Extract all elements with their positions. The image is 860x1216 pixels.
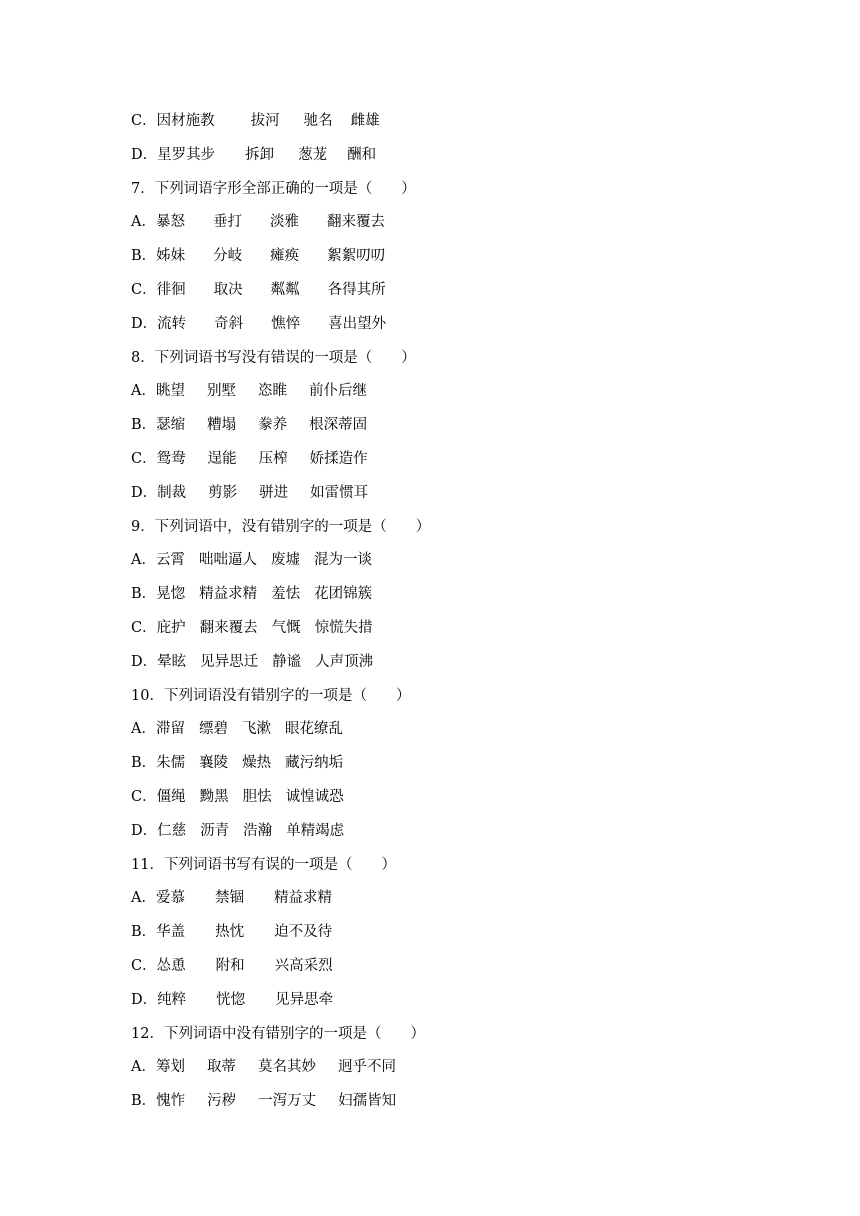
option-word: 糟塌 [207, 417, 237, 434]
question-stem [131, 516, 811, 550]
option-letter: B． [131, 1093, 157, 1110]
option-letter: C． [131, 113, 157, 129]
option-word: 污秽 [207, 1093, 237, 1110]
option-word: 分岐 [213, 248, 243, 265]
option-word: 迫不及待 [274, 924, 333, 941]
question-text: 10．下列词语没有错别字的一项是（ ） [131, 687, 411, 704]
option-word: 取蒂 [206, 1059, 236, 1076]
option-word: 粼粼 [270, 281, 300, 298]
option-word: 眼花缭乱 [284, 721, 343, 738]
answer-option [131, 989, 811, 1023]
option-word: 热忱 [215, 924, 245, 941]
option-word: 胆怯 [242, 788, 272, 805]
option-word: 羞怯 [271, 586, 301, 603]
option-letter: C． [131, 788, 157, 805]
option-word: 混为一谈 [313, 552, 372, 569]
option-letter: B． [131, 417, 157, 434]
option-word: 晃惚 [156, 586, 186, 603]
option-word: 精益求精 [199, 586, 258, 603]
option-word: 怂恿 [156, 957, 186, 974]
option-letter: A． [131, 214, 156, 231]
question-text: 11．下列词语书写有误的一项是（ ） [131, 856, 396, 873]
option-word: 迥乎不同 [337, 1059, 396, 1076]
answer-option [131, 887, 811, 921]
option-word: 淡雅 [269, 214, 299, 231]
option-word: 咄咄逼人 [198, 552, 257, 569]
option-letter: A． [131, 1059, 156, 1076]
option-word: 因材施教 [156, 113, 215, 129]
option-word: 愧怍 [156, 1093, 186, 1110]
question-stem [131, 854, 811, 888]
answer-option [131, 752, 811, 786]
option-word: 暴怒 [155, 214, 185, 231]
option-word: 僵绳 [156, 788, 186, 805]
option-word: 筹划 [155, 1059, 185, 1076]
option-word: 朱儒 [156, 755, 186, 772]
option-letter: B． [131, 248, 157, 265]
option-letter: D． [131, 991, 158, 1008]
option-word: 纯粹 [157, 991, 187, 1008]
answer-option [131, 583, 811, 617]
answer-option [131, 549, 811, 583]
answer-option [131, 414, 811, 448]
option-letter: C． [131, 281, 157, 298]
option-word: 爱慕 [155, 890, 185, 907]
option-letter: A． [131, 383, 156, 400]
option-word: 别墅 [206, 383, 236, 400]
option-word: 徘徊 [156, 281, 186, 298]
option-word: 姊妹 [156, 248, 186, 265]
option-letter: A． [131, 890, 156, 907]
answer-option [131, 718, 811, 752]
option-letter: C． [131, 450, 157, 467]
option-word: 翻来覆去 [326, 214, 385, 231]
option-letter: D． [131, 315, 158, 332]
question-text: 9．下列词语中，没有错别字的一项是（ ） [131, 518, 431, 535]
option-word: 鸳鸯 [156, 450, 186, 467]
option-letter: B． [131, 924, 157, 941]
answer-option [131, 313, 811, 347]
answer-option [131, 211, 811, 245]
option-word: 压榨 [258, 450, 288, 467]
question-stem [131, 685, 811, 719]
option-word: 喜出望外 [328, 315, 387, 332]
option-word: 人声顶沸 [315, 653, 374, 670]
answer-option [131, 651, 811, 685]
option-word: 废墟 [270, 552, 300, 569]
option-word: 庇护 [156, 619, 186, 636]
option-word: 禁锢 [214, 890, 244, 907]
option-word: 眺望 [155, 383, 185, 400]
option-word: 絮絮叨叨 [327, 248, 386, 265]
option-word: 诚惶诚恐 [285, 788, 344, 805]
option-word: 见异思牵 [275, 991, 334, 1008]
option-word: 娇揉造作 [309, 450, 368, 467]
option-word: 憔悴 [271, 315, 301, 332]
option-word: 仁慈 [157, 822, 187, 839]
option-word: 垂打 [212, 214, 242, 231]
option-word: 滞留 [155, 721, 185, 738]
option-word: 藏污纳垢 [285, 755, 344, 772]
option-word: 酬和 [347, 146, 377, 163]
option-word: 各得其所 [327, 281, 386, 298]
option-word: 晕眩 [157, 653, 187, 670]
option-word: 静谧 [272, 653, 302, 670]
option-word: 星罗其步 [157, 146, 216, 163]
answer-option [131, 617, 811, 651]
option-word: 浩瀚 [243, 822, 273, 839]
option-word: 妇孺皆知 [338, 1093, 397, 1110]
answer-option [131, 921, 811, 955]
answer-option [131, 279, 811, 313]
option-letter: D． [131, 653, 158, 670]
option-word: 燥热 [242, 755, 272, 772]
option-word: 惊慌失措 [314, 619, 373, 636]
question-stem [131, 178, 811, 212]
question-text: 12．下列词语中没有错别字的一项是（ ） [131, 1025, 425, 1042]
option-word: 取决 [213, 281, 243, 298]
question-stem [131, 347, 811, 381]
answer-option [131, 1090, 811, 1124]
option-word: 单精竭虑 [286, 822, 345, 839]
option-word: 流转 [157, 315, 187, 332]
option-word: 兴高采烈 [274, 957, 333, 974]
answer-option [131, 110, 811, 144]
option-word: 气慨 [271, 619, 301, 636]
option-word: 华盖 [156, 924, 186, 941]
document-page [131, 110, 811, 1124]
option-word: 制裁 [157, 484, 187, 501]
option-letter: C． [131, 957, 157, 974]
answer-option [131, 482, 811, 516]
option-word: 前仆后继 [308, 383, 367, 400]
option-word: 瑟缩 [156, 417, 186, 434]
answer-option [131, 955, 811, 989]
option-letter: B． [131, 755, 157, 772]
option-word: 驰名 [303, 113, 333, 129]
option-word: 根深蒂固 [309, 417, 368, 434]
option-word: 黝黑 [199, 788, 229, 805]
option-word: 见异思迁 [200, 653, 259, 670]
option-word: 莫名其妙 [257, 1059, 316, 1076]
answer-option [131, 144, 811, 178]
option-word: 瘫痪 [270, 248, 300, 265]
answer-option [131, 380, 811, 414]
option-word: 恍惚 [216, 991, 246, 1008]
option-letter: B． [131, 586, 157, 603]
option-word: 云霄 [155, 552, 185, 569]
option-letter: C． [131, 619, 157, 636]
option-word: 飞漱 [241, 721, 271, 738]
option-word: 骈进 [259, 484, 289, 501]
option-letter: A． [131, 552, 156, 569]
option-word: 花团锦簇 [314, 586, 373, 603]
option-word: 雌雄 [350, 113, 380, 129]
option-letter: D． [131, 822, 158, 839]
question-text: 7．下列词语字形全部正确的一项是（ ） [131, 180, 416, 197]
option-word: 葱茏 [298, 146, 328, 163]
option-word: 剪影 [208, 484, 238, 501]
question-stem [131, 1023, 811, 1057]
answer-option [131, 245, 811, 279]
option-word: 奇斜 [214, 315, 244, 332]
option-word: 拆卸 [245, 146, 275, 163]
option-word: 一泻万丈 [258, 1093, 317, 1110]
option-word: 附和 [215, 957, 245, 974]
option-letter: D． [131, 484, 158, 501]
option-word: 精益求精 [273, 890, 332, 907]
option-word: 翻来覆去 [199, 619, 258, 636]
answer-option [131, 820, 811, 854]
option-word: 恣睢 [257, 383, 287, 400]
option-word: 豢养 [258, 417, 288, 434]
answer-option [131, 448, 811, 482]
option-word: 沥青 [200, 822, 230, 839]
option-word: 逞能 [207, 450, 237, 467]
option-word: 缥碧 [198, 721, 228, 738]
option-word: 如雷惯耳 [310, 484, 369, 501]
option-letter: A． [131, 721, 156, 738]
option-word: 拔河 [250, 113, 280, 129]
option-letter: D． [131, 146, 158, 163]
answer-option [131, 1056, 811, 1090]
option-word: 襄陵 [199, 755, 229, 772]
question-text: 8．下列词语书写没有错误的一项是（ ） [131, 349, 416, 366]
answer-option [131, 786, 811, 820]
